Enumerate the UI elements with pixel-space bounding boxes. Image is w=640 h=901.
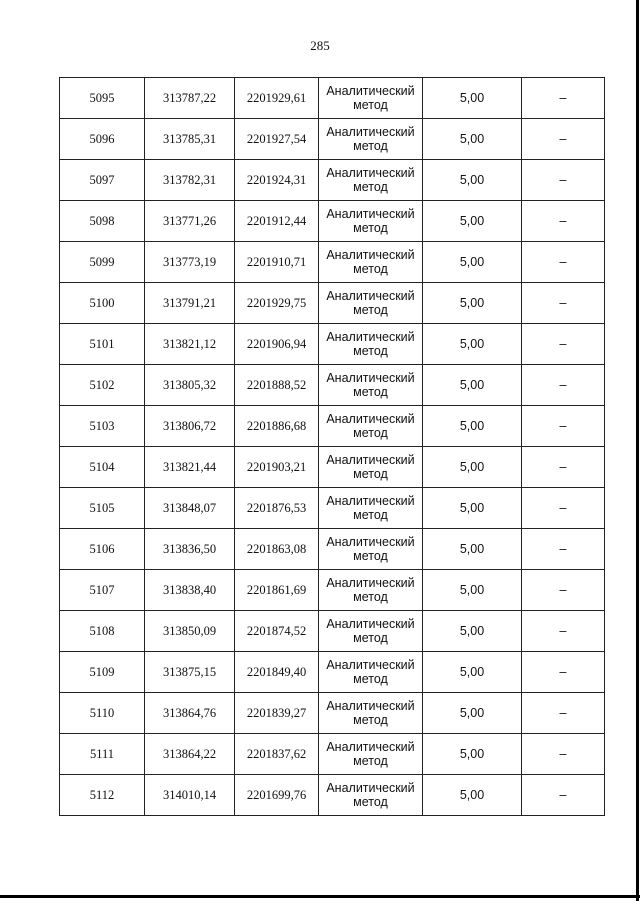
x-coordinate-cell: 313836,50 — [145, 529, 235, 570]
y-coordinate-cell: 2201929,61 — [235, 78, 319, 119]
x-coordinate-cell: 313785,31 — [145, 119, 235, 160]
scan-edge-right — [636, 0, 639, 901]
page-number: 285 — [310, 38, 330, 53]
accuracy-cell: 5,00 — [423, 406, 522, 447]
method-line-1: Аналитический — [326, 248, 415, 262]
point-number-cell: 5100 — [60, 283, 145, 324]
y-coordinate-cell: 2201886,68 — [235, 406, 319, 447]
method-line-1: Аналитический — [326, 207, 415, 221]
x-coordinate-cell: 313848,07 — [145, 488, 235, 529]
method-cell — [319, 734, 423, 775]
note-cell: – — [522, 652, 605, 693]
point-number-cell: 5097 — [60, 160, 145, 201]
method-cell — [319, 242, 423, 283]
x-coordinate-cell: 313864,76 — [145, 693, 235, 734]
point-number-cell: 5101 — [60, 324, 145, 365]
table-row — [60, 570, 605, 611]
method-line-2: метод — [353, 139, 388, 153]
accuracy-cell: 5,00 — [423, 529, 522, 570]
method-cell — [319, 529, 423, 570]
note-cell: – — [522, 78, 605, 119]
x-coordinate-cell: 313838,40 — [145, 570, 235, 611]
method-line-1: Аналитический — [326, 740, 415, 754]
y-coordinate-cell: 2201906,94 — [235, 324, 319, 365]
y-coordinate-cell: 2201861,69 — [235, 570, 319, 611]
method-line-2: метод — [353, 180, 388, 194]
x-coordinate-cell: 313791,21 — [145, 283, 235, 324]
accuracy-cell: 5,00 — [423, 734, 522, 775]
method-line-2: метод — [353, 754, 388, 768]
accuracy-cell: 5,00 — [423, 447, 522, 488]
table-row — [60, 488, 605, 529]
method-line-1: Аналитический — [326, 781, 415, 795]
table-row — [60, 447, 605, 488]
method-line-1: Аналитический — [326, 494, 415, 508]
x-coordinate-cell: 313787,22 — [145, 78, 235, 119]
method-cell — [319, 652, 423, 693]
accuracy-cell: 5,00 — [423, 611, 522, 652]
accuracy-cell: 5,00 — [423, 570, 522, 611]
x-coordinate-cell: 313864,22 — [145, 734, 235, 775]
method-line-2: метод — [353, 590, 388, 604]
method-line-1: Аналитический — [326, 535, 415, 549]
method-cell — [319, 160, 423, 201]
note-cell: – — [522, 160, 605, 201]
note-cell: – — [522, 242, 605, 283]
table-row — [60, 529, 605, 570]
point-number-cell: 5111 — [60, 734, 145, 775]
note-cell: – — [522, 201, 605, 242]
method-line-1: Аналитический — [326, 617, 415, 631]
method-cell — [319, 406, 423, 447]
x-coordinate-cell: 313875,15 — [145, 652, 235, 693]
point-number-cell: 5108 — [60, 611, 145, 652]
point-number-cell: 5098 — [60, 201, 145, 242]
coordinates-table — [59, 77, 605, 816]
accuracy-cell: 5,00 — [423, 283, 522, 324]
method-cell — [319, 324, 423, 365]
method-line-1: Аналитический — [326, 453, 415, 467]
note-cell: – — [522, 119, 605, 160]
y-coordinate-cell: 2201910,71 — [235, 242, 319, 283]
table-row — [60, 406, 605, 447]
method-line-2: метод — [353, 672, 388, 686]
method-line-2: метод — [353, 713, 388, 727]
table-row — [60, 119, 605, 160]
table-row — [60, 652, 605, 693]
method-cell — [319, 611, 423, 652]
table-row — [60, 324, 605, 365]
note-cell: – — [522, 283, 605, 324]
y-coordinate-cell: 2201863,08 — [235, 529, 319, 570]
y-coordinate-cell: 2201929,75 — [235, 283, 319, 324]
accuracy-cell: 5,00 — [423, 160, 522, 201]
y-coordinate-cell: 2201876,53 — [235, 488, 319, 529]
method-line-2: метод — [353, 98, 388, 112]
point-number-cell: 5109 — [60, 652, 145, 693]
method-cell — [319, 78, 423, 119]
y-coordinate-cell: 2201699,76 — [235, 775, 319, 816]
table-row — [60, 201, 605, 242]
note-cell: – — [522, 406, 605, 447]
method-line-2: метод — [353, 303, 388, 317]
point-number-cell: 5107 — [60, 570, 145, 611]
x-coordinate-cell: 313806,72 — [145, 406, 235, 447]
method-cell — [319, 488, 423, 529]
table-row — [60, 365, 605, 406]
accuracy-cell: 5,00 — [423, 775, 522, 816]
table-row — [60, 693, 605, 734]
accuracy-cell: 5,00 — [423, 324, 522, 365]
method-line-2: метод — [353, 426, 388, 440]
method-line-2: метод — [353, 385, 388, 399]
method-line-1: Аналитический — [326, 166, 415, 180]
y-coordinate-cell: 2201903,21 — [235, 447, 319, 488]
method-line-2: метод — [353, 631, 388, 645]
note-cell: – — [522, 611, 605, 652]
method-line-2: метод — [353, 262, 388, 276]
point-number-cell: 5105 — [60, 488, 145, 529]
accuracy-cell: 5,00 — [423, 488, 522, 529]
method-line-1: Аналитический — [326, 289, 415, 303]
method-cell — [319, 775, 423, 816]
method-line-2: метод — [353, 221, 388, 235]
point-number-cell: 5106 — [60, 529, 145, 570]
scan-edge-bottom — [0, 895, 640, 898]
method-line-2: метод — [353, 344, 388, 358]
table-row — [60, 160, 605, 201]
point-number-cell: 5102 — [60, 365, 145, 406]
method-line-1: Аналитический — [326, 576, 415, 590]
method-line-1: Аналитический — [326, 84, 415, 98]
note-cell: – — [522, 693, 605, 734]
y-coordinate-cell: 2201839,27 — [235, 693, 319, 734]
method-line-2: метод — [353, 549, 388, 563]
method-line-2: метод — [353, 508, 388, 522]
table-row — [60, 734, 605, 775]
y-coordinate-cell: 2201837,62 — [235, 734, 319, 775]
x-coordinate-cell: 313850,09 — [145, 611, 235, 652]
note-cell: – — [522, 570, 605, 611]
point-number-cell: 5112 — [60, 775, 145, 816]
table-body — [60, 78, 605, 816]
point-number-cell: 5103 — [60, 406, 145, 447]
y-coordinate-cell: 2201927,54 — [235, 119, 319, 160]
accuracy-cell: 5,00 — [423, 693, 522, 734]
x-coordinate-cell: 314010,14 — [145, 775, 235, 816]
method-cell — [319, 119, 423, 160]
point-number-cell: 5095 — [60, 78, 145, 119]
note-cell: – — [522, 365, 605, 406]
accuracy-cell: 5,00 — [423, 365, 522, 406]
method-cell — [319, 201, 423, 242]
note-cell: – — [522, 775, 605, 816]
table-row — [60, 611, 605, 652]
method-line-1: Аналитический — [326, 658, 415, 672]
note-cell: – — [522, 324, 605, 365]
table-row — [60, 78, 605, 119]
table-row — [60, 283, 605, 324]
x-coordinate-cell: 313782,31 — [145, 160, 235, 201]
point-number-cell: 5099 — [60, 242, 145, 283]
method-line-2: метод — [353, 795, 388, 809]
accuracy-cell: 5,00 — [423, 652, 522, 693]
x-coordinate-cell: 313771,26 — [145, 201, 235, 242]
accuracy-cell: 5,00 — [423, 242, 522, 283]
method-line-1: Аналитический — [326, 125, 415, 139]
x-coordinate-cell: 313821,12 — [145, 324, 235, 365]
point-number-cell: 5096 — [60, 119, 145, 160]
method-line-2: метод — [353, 467, 388, 481]
method-line-1: Аналитический — [326, 412, 415, 426]
x-coordinate-cell: 313805,32 — [145, 365, 235, 406]
accuracy-cell: 5,00 — [423, 78, 522, 119]
method-line-1: Аналитический — [326, 330, 415, 344]
accuracy-cell: 5,00 — [423, 119, 522, 160]
x-coordinate-cell: 313821,44 — [145, 447, 235, 488]
method-cell — [319, 447, 423, 488]
y-coordinate-cell: 2201912,44 — [235, 201, 319, 242]
y-coordinate-cell: 2201924,31 — [235, 160, 319, 201]
y-coordinate-cell: 2201874,52 — [235, 611, 319, 652]
accuracy-cell: 5,00 — [423, 201, 522, 242]
table-row — [60, 775, 605, 816]
method-line-1: Аналитический — [326, 699, 415, 713]
point-number-cell: 5104 — [60, 447, 145, 488]
x-coordinate-cell: 313773,19 — [145, 242, 235, 283]
method-cell — [319, 693, 423, 734]
note-cell: – — [522, 529, 605, 570]
note-cell: – — [522, 488, 605, 529]
note-cell: – — [522, 734, 605, 775]
table-row — [60, 242, 605, 283]
method-line-1: Аналитический — [326, 371, 415, 385]
y-coordinate-cell: 2201849,40 — [235, 652, 319, 693]
note-cell: – — [522, 447, 605, 488]
method-cell — [319, 365, 423, 406]
y-coordinate-cell: 2201888,52 — [235, 365, 319, 406]
point-number-cell: 5110 — [60, 693, 145, 734]
method-cell — [319, 283, 423, 324]
method-cell — [319, 570, 423, 611]
